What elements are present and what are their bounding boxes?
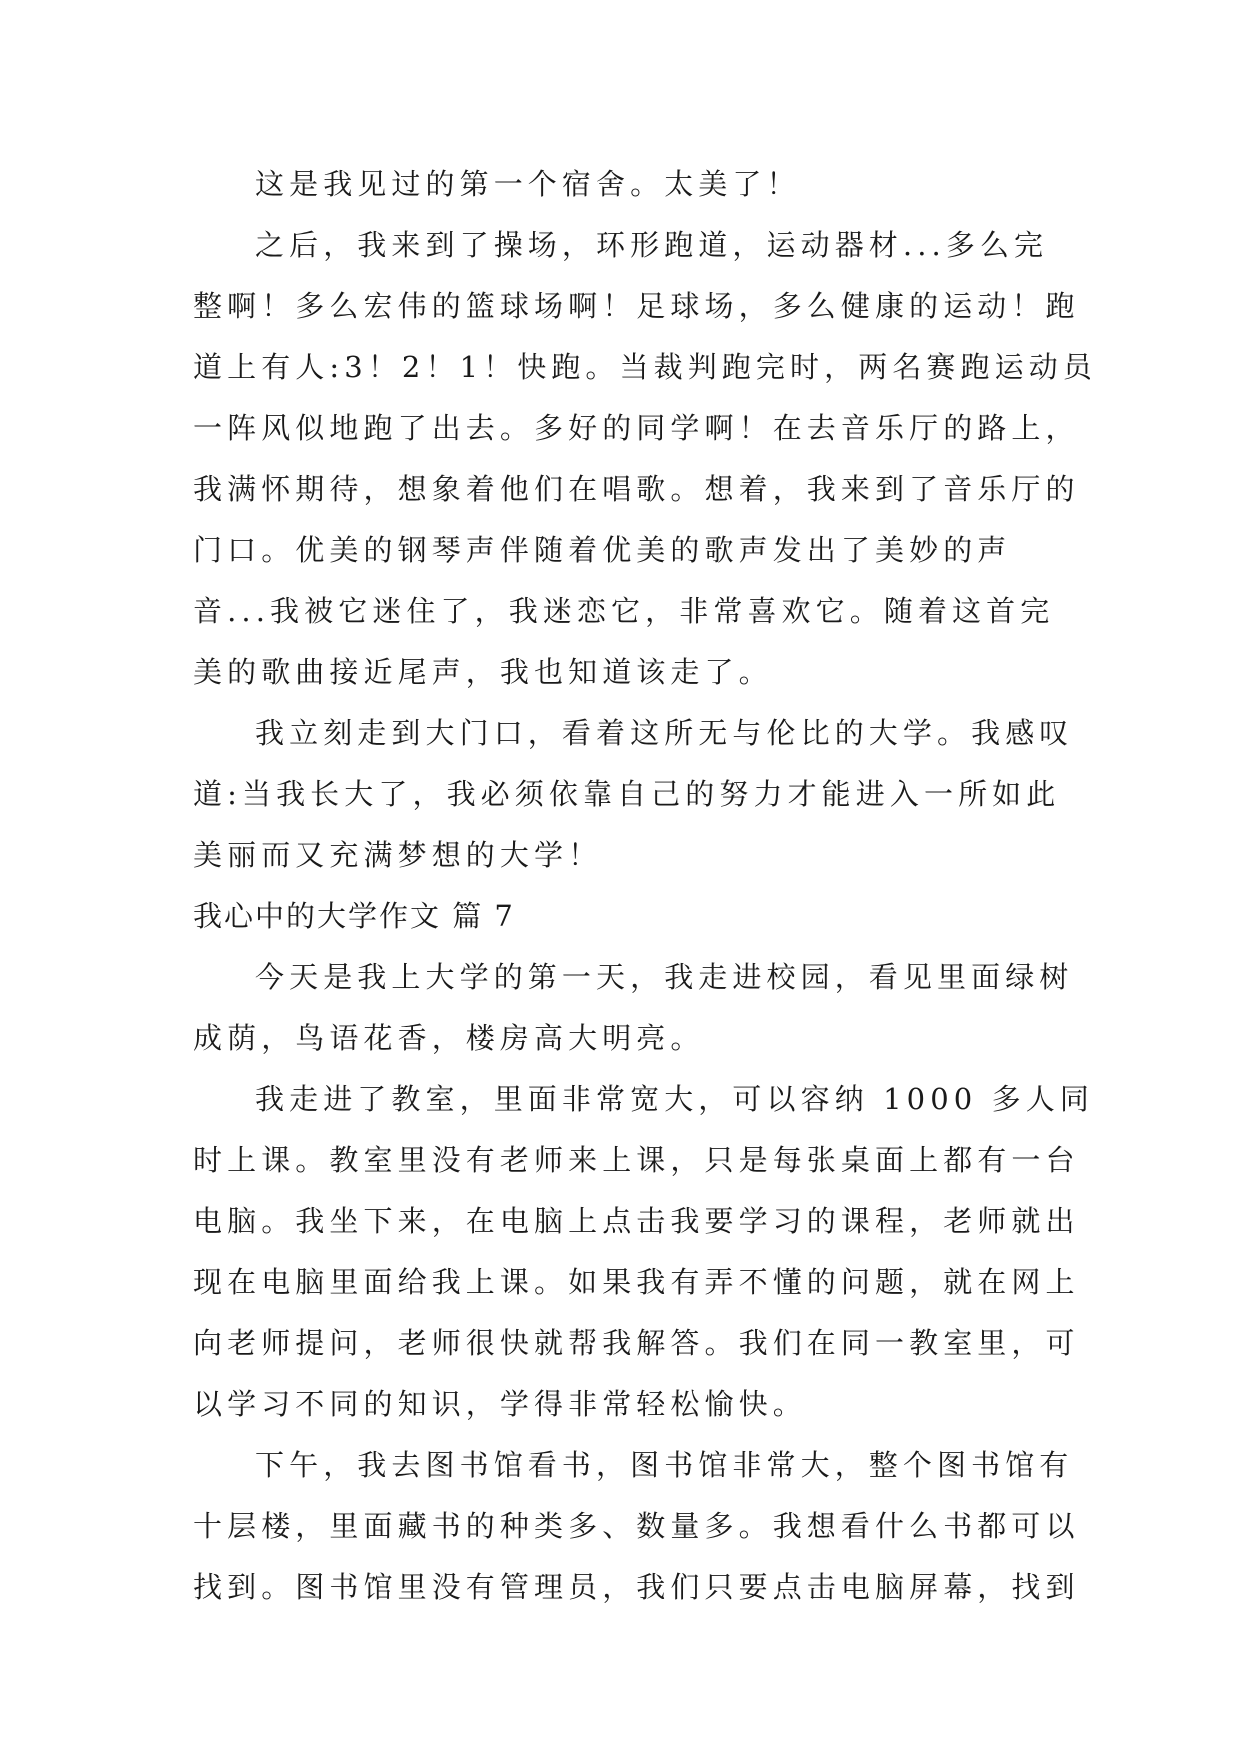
paragraph-line: 美的歌曲接近尾声，我也知道该走了。 <box>193 655 773 689</box>
paragraph-line: 之后，我来到了操场，环形跑道，运动器材...多么完 <box>255 228 1049 262</box>
paragraph-line: 道:当我长大了，我必须依靠自己的努力才能进入一所如此 <box>193 777 1061 811</box>
paragraph-line: 门口。优美的钢琴声伴随着优美的歌声发出了美妙的声 <box>193 533 1012 567</box>
paragraph-line: 今天是我上大学的第一天，我走进校园，看见里面绿树 <box>255 960 1074 994</box>
paragraph-line: 一阵风似地跑了出去。多好的同学啊！在去音乐厅的路上， <box>193 411 1080 445</box>
paragraph-line: 电脑。我坐下来，在电脑上点击我要学习的课程，老师就出 <box>193 1204 1080 1238</box>
paragraph-line: 下午，我去图书馆看书，图书馆非常大，整个图书馆有 <box>255 1448 1074 1482</box>
paragraph-line: 音...我被它迷住了，我迷恋它，非常喜欢它。随着这首完 <box>193 594 1055 628</box>
paragraph-line: 以学习不同的知识，学得非常轻松愉快。 <box>193 1387 807 1421</box>
paragraph-line: 十层楼，里面藏书的种类多、数量多。我想看什么书都可以 <box>193 1509 1080 1543</box>
paragraph-line: 时上课。教室里没有老师来上课，只是每张桌面上都有一台 <box>193 1143 1080 1177</box>
paragraph-line: 向老师提问，老师很快就帮我解答。我们在同一教室里，可 <box>193 1326 1080 1360</box>
paragraph-line: 我走进了教室，里面非常宽大，可以容纳 1000 多人同 <box>255 1082 1094 1116</box>
section-heading: 我心中的大学作文 篇 7 <box>193 899 515 933</box>
paragraph-line: 这是我见过的第一个宿舍。太美了！ <box>255 167 801 201</box>
paragraph-line: 整啊！多么宏伟的篮球场啊！足球场，多么健康的运动！跑 <box>193 289 1080 323</box>
document-body <box>193 154 1097 1618</box>
paragraph-line: 现在电脑里面给我上课。如果我有弄不懂的问题，就在网上 <box>193 1265 1080 1299</box>
paragraph-line: 成荫，鸟语花香，楼房高大明亮。 <box>193 1021 705 1055</box>
paragraph-line: 道上有人:3！2！1！快跑。当裁判跑完时，两名赛跑运动员 <box>193 350 1097 384</box>
paragraph-line: 美丽而又充满梦想的大学！ <box>193 838 603 872</box>
paragraph-line: 我满怀期待，想象着他们在唱歌。想着，我来到了音乐厅的 <box>193 472 1080 506</box>
paragraph-line: 我立刻走到大门口，看着这所无与伦比的大学。我感叹 <box>255 716 1074 750</box>
paragraph-line: 找到。图书馆里没有管理员，我们只要点击电脑屏幕，找到 <box>193 1570 1080 1604</box>
